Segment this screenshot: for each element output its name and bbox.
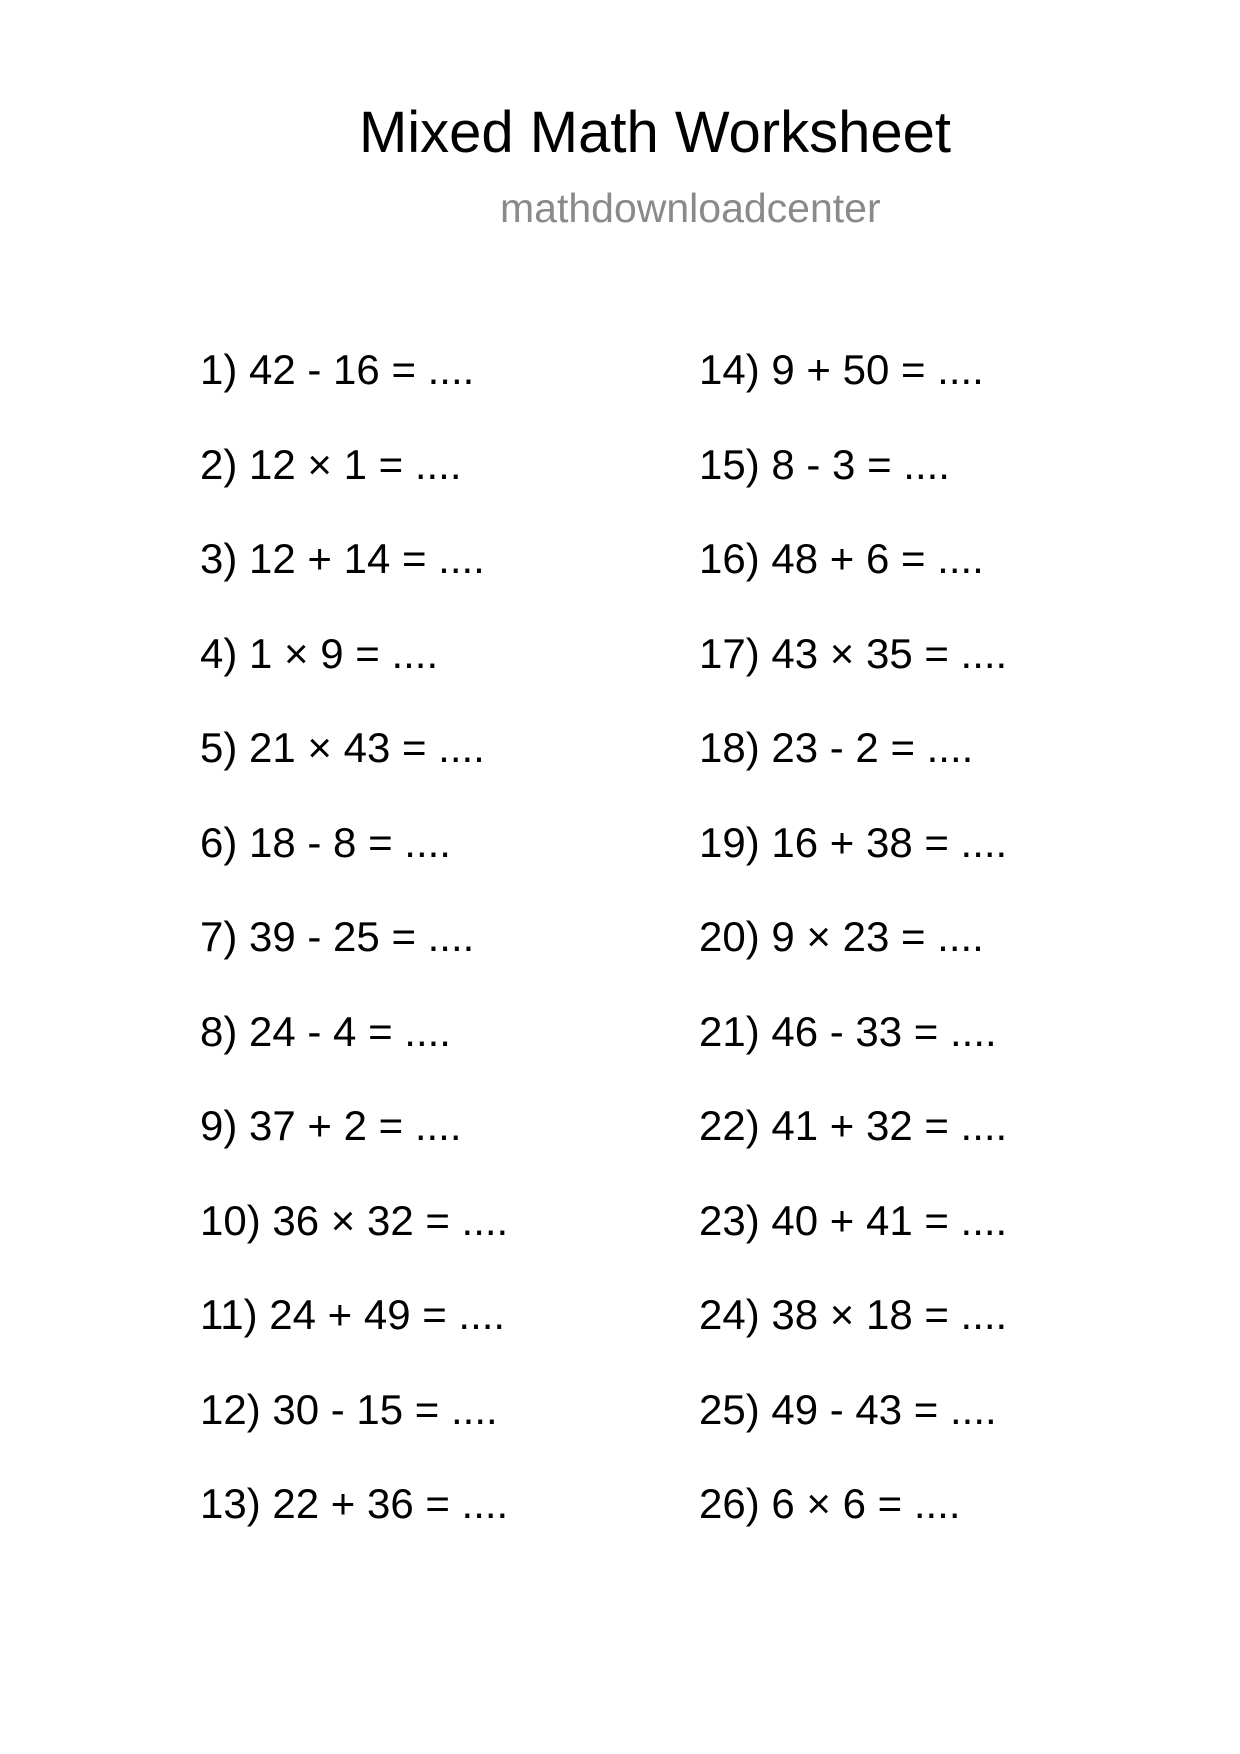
problem-item: 15) 8 - 3 = .... bbox=[699, 440, 950, 488]
problem-list-right bbox=[699, 344, 1007, 1573]
problem-item: 13) 22 + 36 = .... bbox=[200, 1480, 509, 1527]
page-title: Mixed Math Worksheet bbox=[358, 100, 952, 165]
problem-item: 12) 30 - 15 = .... bbox=[200, 1385, 498, 1433]
problem-item: 24) 38 × 18 = .... bbox=[699, 1291, 1008, 1338]
problem-item: 18) 23 - 2 = .... bbox=[699, 724, 974, 771]
problem-item: 16) 48 + 6 = .... bbox=[699, 535, 984, 582]
problem-item: 3) 12 + 14 = .... bbox=[200, 535, 485, 582]
problem-item: 5) 21 × 43 = .... bbox=[200, 724, 485, 771]
problem-item: 10) 36 × 32 = .... bbox=[200, 1196, 509, 1244]
problem-item: 9) 37 + 2 = .... bbox=[200, 1102, 462, 1149]
problem-item: 25) 49 - 43 = .... bbox=[699, 1385, 997, 1433]
problem-item: 20) 9 × 23 = .... bbox=[699, 913, 984, 960]
problem-item: 2) 12 × 1 = .... bbox=[200, 440, 462, 488]
problem-list-left bbox=[200, 344, 508, 1573]
problem-item: 17) 43 × 35 = .... bbox=[699, 629, 1008, 677]
problem-item: 6) 18 - 8 = .... bbox=[200, 818, 451, 866]
problem-item: 14) 9 + 50 = .... bbox=[699, 346, 984, 393]
problem-item: 26) 6 × 6 = .... bbox=[699, 1480, 961, 1527]
problem-item: 8) 24 - 4 = .... bbox=[200, 1007, 451, 1055]
problem-item: 22) 41 + 32 = .... bbox=[699, 1102, 1008, 1149]
problem-item: 19) 16 + 38 = .... bbox=[699, 818, 1008, 866]
page-subtitle: mathdownloadcenter bbox=[500, 185, 881, 231]
problem-item: 11) 24 + 49 = .... bbox=[200, 1291, 506, 1338]
problem-item: 21) 46 - 33 = .... bbox=[699, 1007, 997, 1055]
problem-item: 23) 40 + 41 = .... bbox=[699, 1196, 1008, 1244]
problem-item: 4) 1 × 9 = .... bbox=[200, 629, 439, 677]
problem-item: 1) 42 - 16 = .... bbox=[200, 346, 475, 393]
problem-item: 7) 39 - 25 = .... bbox=[200, 913, 475, 960]
